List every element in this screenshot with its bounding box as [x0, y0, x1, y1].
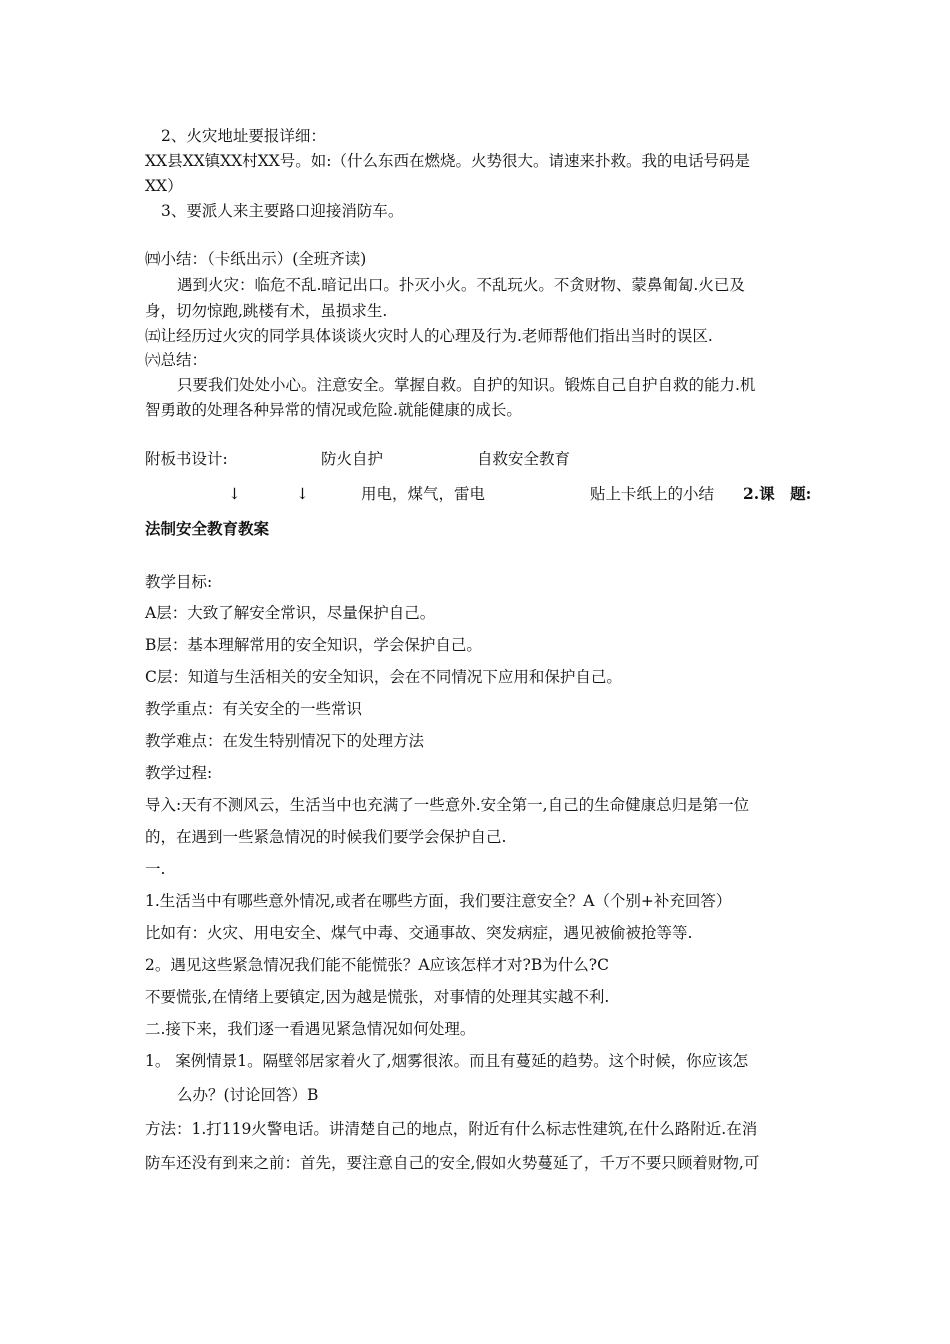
text-line: 二.接下来，我们逐一看遇见紧急情况如何处理。 — [145, 1020, 476, 1038]
text-line: ㈣小结：（卡纸出示）(全班齐读) — [145, 250, 367, 268]
text-line: 1。 案例情景1。隔壁邻居家着火了,烟雾很浓。而且有蔓延的趋势。这个时候，你应该怎 — [145, 1052, 749, 1070]
text-line: 不要慌张,在情绪上要镇定,因为越是慌张，对事情的处理其实越不利. — [145, 988, 610, 1006]
text-line: 只要我们处处小心。注意安全。掌握自救。自护的知识。锻炼自己自护自救的能力.机 — [177, 376, 756, 394]
down-arrow-icon: ↓ — [228, 485, 241, 503]
text-line: 教学难点：在发生特别情况下的处理方法 — [145, 732, 425, 750]
text-line: ㈤让经历过火灾的同学具体谈谈火灾时人的心理及行为.老师帮他们指出当时的误区. — [145, 327, 713, 345]
text-line: 方法：1.打119火警电话。讲清楚自己的地点，附近有什么标志性建筑,在什么路附近.在消 — [145, 1120, 758, 1138]
text-line: 智勇敢的处理各种异常的情况或危险.就能健康的成长。 — [145, 401, 522, 419]
text-line: 的，在遇到一些紧急情况的时候我们要学会保护自己. — [145, 828, 507, 846]
text-line: 比如有：火灾、用电安全、煤气中毒、交通事故、突发病症，遇见被偷被抢等等. — [145, 924, 693, 942]
text-line: B层：基本理解常用的安全知识，学会保护自己。 — [145, 636, 482, 654]
text-line: 么办？(讨论回答）B — [177, 1086, 319, 1104]
text-line: XX县XX镇XX村XX号。如:（什么东西在燃烧。火势很大。请速来扑救。我的电话号码是 — [145, 152, 751, 170]
down-arrow-icon: ↓ — [296, 485, 309, 503]
text-line: 教学目标: — [145, 573, 213, 591]
text-line: 遇到火灾：临危不乱.暗记出口。扑灭小火。不乱玩火。不贪财物、蒙鼻匍匐.火已及 — [177, 276, 745, 294]
text-line: 2、火灾地址要报详细： — [161, 127, 326, 145]
board-heading-fire: 防火自护 — [321, 450, 384, 468]
text-line: ㈥总结： — [145, 351, 208, 369]
text-line: XX） — [145, 177, 183, 195]
text-line: 2。遇见这些紧急情况我们能不能慌张？A应该怎样才对?B为什么?C — [145, 956, 609, 974]
board-heading-safety: 自救安全教育 — [477, 450, 571, 468]
text-line: 导入:天有不测风云，生活当中也充满了一些意外.安全第一,自己的生命健康总归是第一位 — [145, 796, 750, 814]
text-line: 防车还没有到来之前：首先，要注意自己的安全,假如火势蔓延了，千万不要只顾着财物,可 — [145, 1154, 760, 1172]
text-line: 一. — [145, 860, 166, 878]
board-design-label: 附板书设计: — [145, 450, 228, 468]
next-lesson-label: 2.课 题: — [743, 484, 812, 503]
text-line: 身，切勿惊跑,跳楼有术，虽损求生. — [145, 302, 388, 320]
text-line: C层：知道与生活相关的安全知识，会在不同情况下应用和保护自己。 — [145, 668, 622, 686]
board-item-summary: 贴上卡纸上的小结 — [590, 485, 715, 503]
board-item-hazards: 用电，煤气，雷电 — [361, 485, 486, 503]
text-line: 教学过程: — [145, 764, 213, 782]
text-line: 教学重点：有关安全的一些常识 — [145, 700, 363, 718]
text-line: 1.生活当中有哪些意外情况,或者在哪些方面，我们要注意安全？A（个别+补充回答） — [145, 892, 732, 910]
text-line: A层：大致了解安全常识，尽量保护自己。 — [145, 604, 436, 622]
lesson-title: 法制安全教育教案 — [145, 519, 270, 538]
text-line: 3、要派人来主要路口迎接消防车。 — [161, 202, 404, 220]
